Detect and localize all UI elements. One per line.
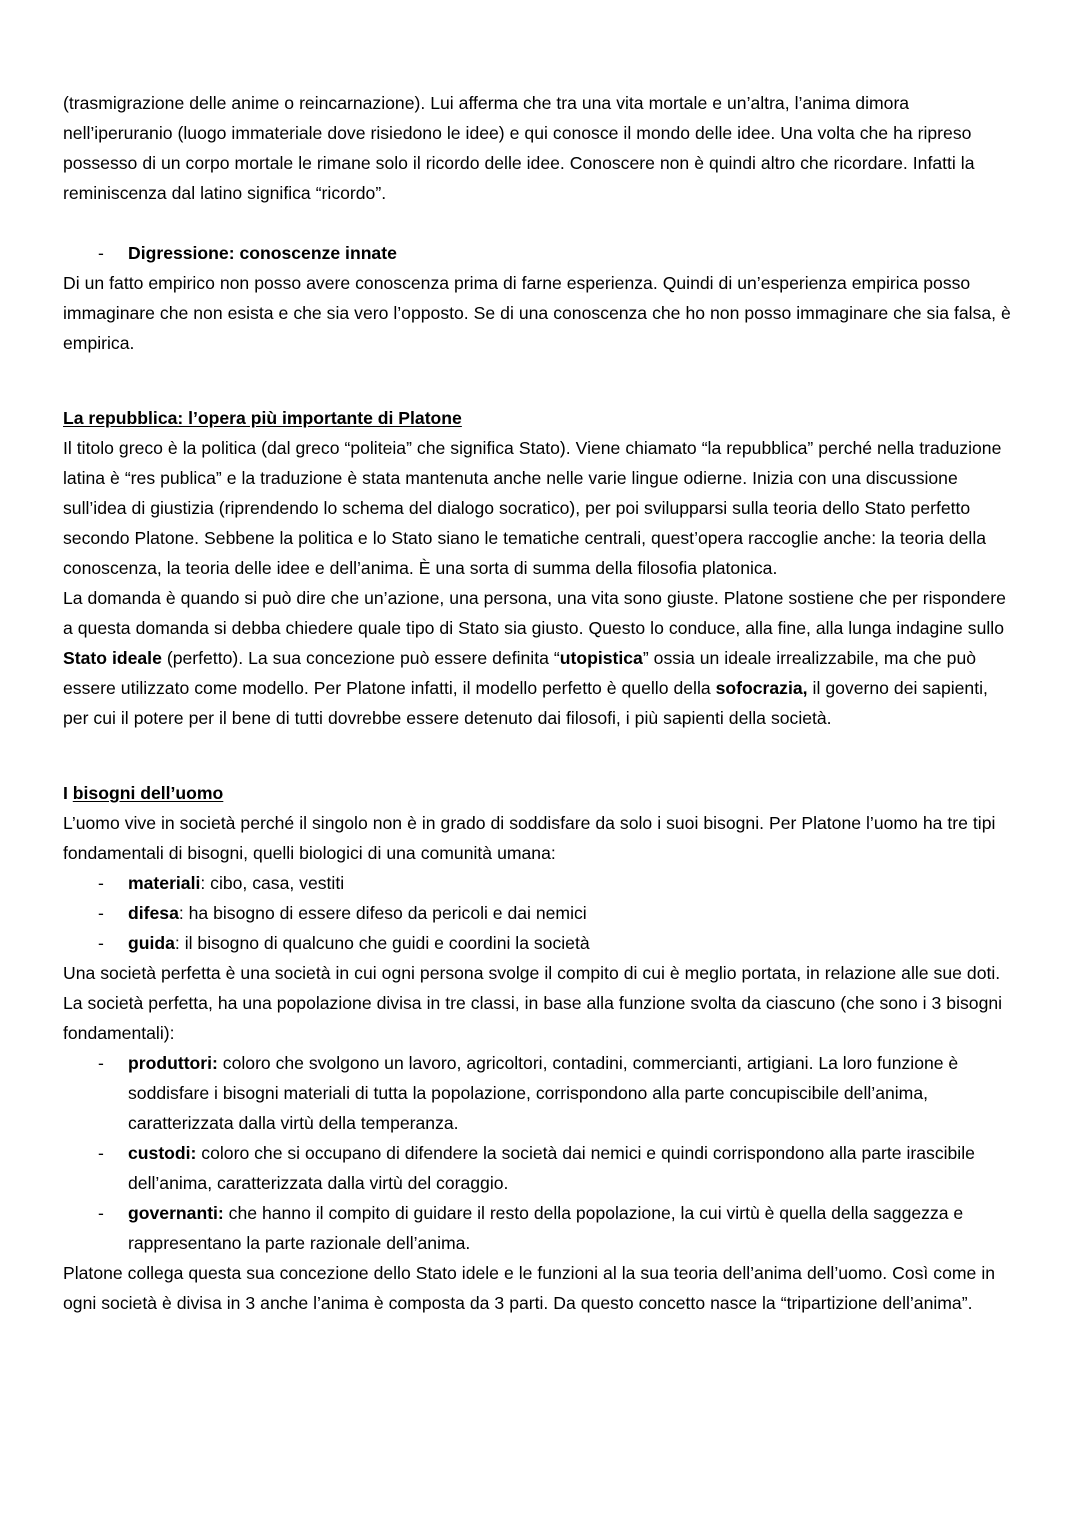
repubblica-2-part-4: il governo dei sapienti, per cui il potere per il bene di tutti dovrebbe essere detenuto dai filosofi, i più sapienti della società.: [63, 678, 988, 728]
section-heading-repubblica-text: La repubblica: l’opera più importante di Platone: [63, 408, 462, 428]
bullet-dash: -: [98, 243, 104, 263]
list-item-term: custodi:: [128, 1143, 197, 1163]
list-classi: [63, 1048, 1013, 1258]
section-heading-bisogni-prefix: I: [63, 783, 73, 803]
list-item-term: guida: [128, 933, 175, 953]
repubblica-2-bold-sofocrazia: sofocrazia,: [715, 678, 808, 698]
paragraph-repubblica-2: [63, 583, 1013, 733]
list-item-term: difesa: [128, 903, 179, 923]
paragraph-reminiscenza: (trasmigrazione delle anime o reincarnazione). Lui afferma che tra una vita mortale e un’altra, l’anima dimora nell’iperuranio (luogo immateriale dove risiedono le idee) e qui conosce il mondo delle idee. Una volta che ha ripreso possesso di un corpo mortale le rimane solo il ricordo delle idee. Conoscere non è quindi altro che ricordare. Infatti la reminiscenza dal latino significa “ricordo”.: [63, 93, 975, 203]
repubblica-2-bold-stato-ideale: Stato ideale: [63, 648, 162, 668]
paragraph-bisogni-body: L’uomo vive in società perché il singolo non è in grado di soddisfare da solo i suoi bisogni. Per Platone l’uomo ha tre tipi fondamentali di bisogni, quelli biologici di una comunità umana:: [63, 813, 996, 863]
repubblica-2-part-3: ” ossia un ideale irrealizzabile, ma che può essere utilizzato come modello. Per Platone infatti, il modello perfetto è quello della: [63, 648, 977, 698]
paragraph-gap: [63, 208, 1013, 238]
list-item-description: : ha bisogno di essere difeso da pericoli e dai nemici: [178, 903, 587, 923]
bullet-dash: -: [98, 1143, 104, 1163]
list-item-term: materiali: [128, 873, 201, 893]
bullet-dash: -: [98, 1053, 104, 1073]
repubblica-2-bold-utopistica: utopistica: [559, 648, 643, 668]
list-item-description: coloro che svolgono un lavoro, agricoltori, contadini, commercianti, artigiani. La loro funzione è soddisfare i bisogni materiali di tutta la popolazione, corrispondono alla parte concupiscibile dell’anima, caratterizzata dalla virtù della temperanza.: [128, 1053, 959, 1133]
list-item: [63, 868, 1013, 898]
section-heading-bisogni: [63, 778, 1013, 808]
list-item-description: : il bisogno di qualcuno che guidi e coordini la società: [174, 933, 590, 953]
paragraph-repubblica-1: Il titolo greco è la politica (dal greco “politeia” che significa Stato). Viene chiamato “la repubblica” perché nella traduzione latina è “res publica” e la traduzione è stata mantenuta anche nelle varie lingue odierne. Inizia con una discussione sull’idea di giustizia (riprendendo lo schema del dialogo socratico), per poi svilupparsi sulla teoria dello Stato perfetto secondo Platone. Sebbene la politica e lo Stato siano le tematiche centrali, quest’opera raccoglie anche: la teoria della conoscenza, la teoria delle idee e dell’anima. È una sorta di summa della filosofia platonica.: [63, 438, 1002, 578]
section-heading-bisogni-text: bisogni dell’uomo: [72, 783, 224, 803]
bullet-dash: -: [98, 1203, 104, 1223]
paragraph-societa-perfetta: Una società perfetta è una società in cui ogni persona svolge il compito di cui è meglio portata, in relazione alle sue doti. La società perfetta, ha una popolazione divisa in tre classi, in base alla funzione svolta da ciascuno (che sono i 3 bisogni fondamentali):: [63, 963, 1003, 1043]
paragraph-gap: [63, 388, 1013, 403]
paragraph-digressione-body: Di un fatto empirico non posso avere conoscenza prima di farne esperienza. Quindi di un’esperienza empirica posso immaginare che non esista e che sia vero l’opposto. Se di una conoscenza che ho non posso immaginare che sia falsa, è empirica.: [63, 273, 1011, 353]
list-item-description: che hanno il compito di guidare il resto della popolazione, la cui virtù è quella della saggezza e rappresentano la parte razionale dell’anima.: [128, 1203, 964, 1253]
list-item-description: : cibo, casa, vestiti: [200, 873, 345, 893]
bullet-digressione: [63, 238, 1013, 268]
paragraph-gap: [63, 763, 1013, 778]
paragraph-gap: [63, 733, 1013, 763]
list-bisogni: [63, 868, 1013, 958]
bullet-dash: -: [98, 933, 104, 953]
list-item: [63, 1198, 1013, 1258]
section-heading-repubblica: [63, 403, 1013, 433]
list-item: [63, 928, 1013, 958]
repubblica-2-part-2: (perfetto). La sua concezione può essere definita “: [161, 648, 560, 668]
list-item-term: produttori:: [128, 1053, 218, 1073]
list-item: [63, 898, 1013, 928]
paragraph-conclusione: Platone collega questa sua concezione dello Stato idele e le funzioni al la sua teoria dell’anima dell’uomo. Così come in ogni società è divisa in 3 anche l’anima è composta da 3 parti. Da questo concetto nasce la “tripartizione dell’anima”.: [63, 1263, 996, 1313]
list-item: [63, 1048, 1013, 1138]
bullet-digressione-label: Digressione: conoscenze innate: [128, 243, 397, 263]
repubblica-2-part-1: La domanda è quando si può dire che un’azione, una persona, una vita sono giuste. Platone sostiene che per rispondere a questa domanda si debba chiedere quale tipo di Stato sia giusto. Questo lo conduce, alla fine, alla lunga indagine sullo: [63, 588, 1006, 638]
bullet-dash: -: [98, 903, 104, 923]
paragraph-gap: [63, 358, 1013, 388]
list-item-description: coloro che si occupano di difendere la società dai nemici e quindi corrispondono alla parte irascibile dell’anima, caratterizzata dalla virtù del coraggio.: [128, 1143, 975, 1193]
list-item: [63, 1138, 1013, 1198]
bullet-dash: -: [98, 873, 104, 893]
list-item-term: governanti:: [128, 1203, 224, 1223]
